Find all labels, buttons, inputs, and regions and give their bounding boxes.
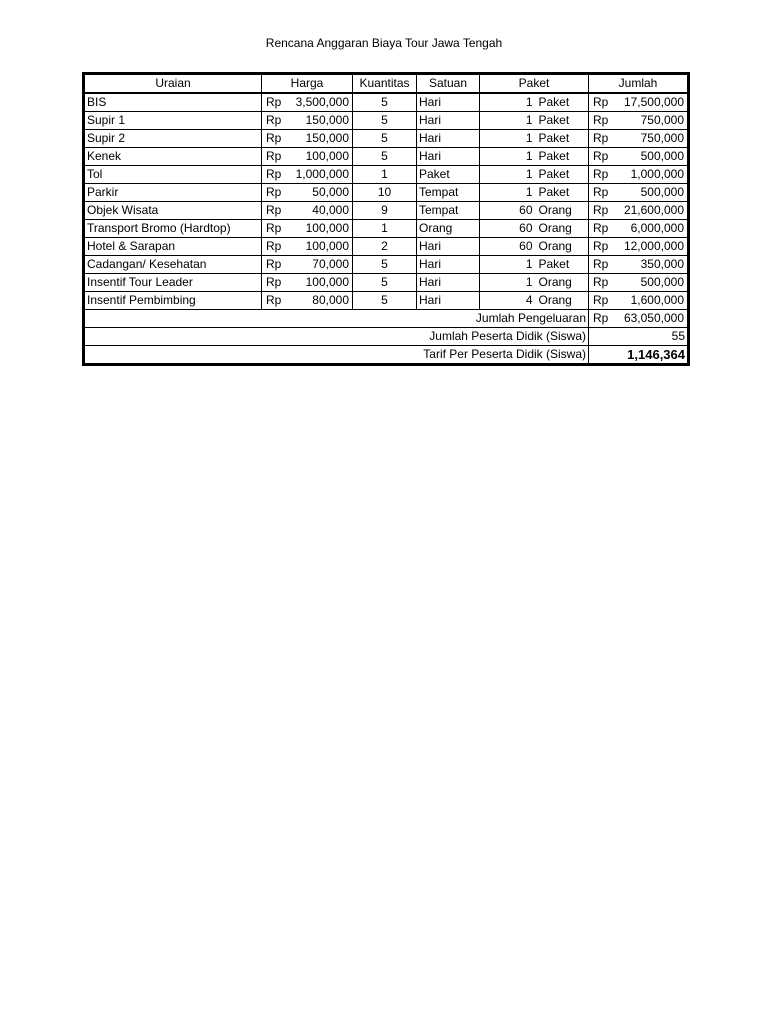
harga-value: 1,000,000: [295, 167, 349, 181]
jumlah-cell: [589, 130, 689, 148]
jumlah-cell: [589, 166, 689, 184]
paket-unit-cell: Orang: [535, 220, 589, 238]
harga-cell: [262, 292, 353, 310]
jumlah-cell: [589, 93, 689, 112]
harga-cell: [262, 112, 353, 130]
currency-label: Rp: [266, 275, 282, 289]
jumlah-value: 12,000,000: [623, 239, 684, 253]
header-paket: Paket: [480, 74, 589, 94]
kuantitas-cell: 5: [353, 256, 417, 274]
paket-unit-cell: Orang: [535, 238, 589, 256]
jumlah-value: 17,500,000: [623, 95, 684, 109]
jumlah-cell: [589, 148, 689, 166]
paket-number-cell: 1: [480, 130, 535, 148]
satuan-cell: Tempat: [417, 184, 480, 202]
table-row: [84, 112, 689, 130]
uraian-cell: Parkir: [84, 184, 262, 202]
uraian-cell: Kenek: [84, 148, 262, 166]
harga-cell: [262, 256, 353, 274]
paket-number-cell: 1: [480, 274, 535, 292]
paket-unit-cell: Paket: [535, 148, 589, 166]
participants-row: [84, 328, 689, 346]
currency-label: Rp: [593, 167, 609, 181]
harga-value: 150,000: [305, 113, 349, 127]
paket-unit-cell: Orang: [535, 202, 589, 220]
kuantitas-cell: 2: [353, 238, 417, 256]
total-value: 63,050,000: [623, 311, 684, 325]
currency-label: Rp: [266, 149, 282, 163]
table-row: [84, 166, 689, 184]
harga-value: 40,000: [312, 203, 349, 217]
table-row: [84, 292, 689, 310]
currency-label: Rp: [266, 293, 282, 307]
table-row: [84, 184, 689, 202]
harga-cell: [262, 93, 353, 112]
currency-label: Rp: [593, 185, 609, 199]
kuantitas-cell: 10: [353, 184, 417, 202]
table-row: [84, 93, 689, 112]
uraian-cell: Transport Bromo (Hardtop): [84, 220, 262, 238]
harga-cell: [262, 148, 353, 166]
total-value-cell: [589, 310, 689, 328]
tariff-value: 1,146,364: [589, 346, 689, 365]
paket-unit-cell: Orang: [535, 292, 589, 310]
harga-value: 100,000: [305, 239, 349, 253]
jumlah-value: 750,000: [640, 113, 684, 127]
jumlah-cell: [589, 238, 689, 256]
harga-cell: [262, 220, 353, 238]
satuan-cell: Hari: [417, 238, 480, 256]
harga-cell: [262, 202, 353, 220]
header-row: [84, 74, 689, 94]
kuantitas-cell: 1: [353, 220, 417, 238]
harga-value: 100,000: [305, 221, 349, 235]
paket-unit-cell: Paket: [535, 93, 589, 112]
currency-label: Rp: [593, 257, 609, 271]
kuantitas-cell: 5: [353, 274, 417, 292]
uraian-cell: BIS: [84, 93, 262, 112]
paket-number-cell: 1: [480, 256, 535, 274]
kuantitas-cell: 5: [353, 130, 417, 148]
satuan-cell: Hari: [417, 274, 480, 292]
currency-label: Rp: [593, 95, 609, 109]
harga-value: 70,000: [312, 257, 349, 271]
currency-label: Rp: [266, 239, 282, 253]
paket-number-cell: 60: [480, 220, 535, 238]
currency-label: Rp: [593, 149, 609, 163]
jumlah-cell: [589, 292, 689, 310]
kuantitas-cell: 5: [353, 148, 417, 166]
harga-cell: [262, 274, 353, 292]
jumlah-value: 21,600,000: [623, 203, 684, 217]
jumlah-value: 750,000: [640, 131, 684, 145]
currency-label: Rp: [266, 167, 282, 181]
table-row: [84, 274, 689, 292]
table-row: [84, 238, 689, 256]
table-row: [84, 220, 689, 238]
uraian-cell: Insentif Pembimbing: [84, 292, 262, 310]
jumlah-cell: [589, 274, 689, 292]
kuantitas-cell: 9: [353, 202, 417, 220]
document-title: Rencana Anggaran Biaya Tour Jawa Tengah: [265, 36, 503, 50]
paket-unit-cell: Paket: [535, 112, 589, 130]
uraian-cell: Objek Wisata: [84, 202, 262, 220]
currency-label: Rp: [266, 257, 282, 271]
table-row: [84, 148, 689, 166]
jumlah-value: 1,000,000: [630, 167, 684, 181]
satuan-cell: Tempat: [417, 202, 480, 220]
jumlah-value: 1,600,000: [630, 293, 684, 307]
total-row: [84, 310, 689, 328]
harga-value: 3,500,000: [295, 95, 349, 109]
header-satuan: Satuan: [417, 74, 480, 94]
budget-table: [82, 72, 690, 366]
header-harga: Harga: [262, 74, 353, 94]
satuan-cell: Hari: [417, 112, 480, 130]
satuan-cell: Hari: [417, 93, 480, 112]
harga-cell: [262, 166, 353, 184]
currency-label: Rp: [593, 221, 609, 235]
currency-label: Rp: [266, 203, 282, 217]
harga-value: 80,000: [312, 293, 349, 307]
harga-value: 100,000: [305, 149, 349, 163]
harga-cell: [262, 184, 353, 202]
paket-unit-cell: Paket: [535, 130, 589, 148]
currency-label: Rp: [593, 131, 609, 145]
paket-number-cell: 1: [480, 184, 535, 202]
kuantitas-cell: 5: [353, 93, 417, 112]
currency-label: Rp: [266, 131, 282, 145]
paket-number-cell: 60: [480, 238, 535, 256]
jumlah-value: 500,000: [640, 275, 684, 289]
currency-label: Rp: [593, 293, 609, 307]
satuan-cell: Hari: [417, 148, 480, 166]
jumlah-value: 6,000,000: [630, 221, 684, 235]
jumlah-value: 500,000: [640, 149, 684, 163]
harga-cell: [262, 130, 353, 148]
currency-label: Rp: [593, 113, 609, 127]
jumlah-cell: [589, 112, 689, 130]
tariff-label: Tarif Per Peserta Didik (Siswa): [84, 346, 589, 365]
paket-number-cell: 60: [480, 202, 535, 220]
paket-unit-cell: Paket: [535, 256, 589, 274]
header-kuantitas: Kuantitas: [353, 74, 417, 94]
harga-value: 150,000: [305, 131, 349, 145]
satuan-cell: Hari: [417, 256, 480, 274]
harga-value: 100,000: [305, 275, 349, 289]
tariff-row: [84, 346, 689, 365]
paket-unit-cell: Orang: [535, 274, 589, 292]
jumlah-value: 500,000: [640, 185, 684, 199]
currency-label: Rp: [266, 95, 282, 109]
jumlah-cell: [589, 202, 689, 220]
satuan-cell: Orang: [417, 220, 480, 238]
table-row: [84, 130, 689, 148]
paket-number-cell: 4: [480, 292, 535, 310]
table-row: [84, 202, 689, 220]
total-label: Jumlah Pengeluaran: [84, 310, 589, 328]
currency-label: Rp: [593, 311, 609, 325]
paket-unit-cell: Paket: [535, 166, 589, 184]
kuantitas-cell: 5: [353, 112, 417, 130]
uraian-cell: Insentif Tour Leader: [84, 274, 262, 292]
uraian-cell: Supir 2: [84, 130, 262, 148]
uraian-cell: Cadangan/ Kesehatan: [84, 256, 262, 274]
kuantitas-cell: 1: [353, 166, 417, 184]
participants-label: Jumlah Peserta Didik (Siswa): [84, 328, 589, 346]
paket-number-cell: 1: [480, 112, 535, 130]
paket-number-cell: 1: [480, 93, 535, 112]
uraian-cell: Supir 1: [84, 112, 262, 130]
currency-label: Rp: [266, 185, 282, 199]
jumlah-cell: [589, 256, 689, 274]
table-row: [84, 256, 689, 274]
currency-label: Rp: [266, 221, 282, 235]
currency-label: Rp: [266, 113, 282, 127]
harga-value: 50,000: [312, 185, 349, 199]
satuan-cell: Hari: [417, 130, 480, 148]
currency-label: Rp: [593, 203, 609, 217]
paket-number-cell: 1: [480, 148, 535, 166]
kuantitas-cell: 5: [353, 292, 417, 310]
header-jumlah: Jumlah: [589, 74, 689, 94]
harga-cell: [262, 238, 353, 256]
jumlah-cell: [589, 184, 689, 202]
currency-label: Rp: [593, 275, 609, 289]
jumlah-cell: [589, 220, 689, 238]
header-uraian: Uraian: [84, 74, 262, 94]
paket-number-cell: 1: [480, 166, 535, 184]
uraian-cell: Tol: [84, 166, 262, 184]
uraian-cell: Hotel & Sarapan: [84, 238, 262, 256]
satuan-cell: Hari: [417, 292, 480, 310]
jumlah-value: 350,000: [640, 257, 684, 271]
participants-value: 55: [589, 328, 689, 346]
paket-unit-cell: Paket: [535, 184, 589, 202]
currency-label: Rp: [593, 239, 609, 253]
satuan-cell: Paket: [417, 166, 480, 184]
